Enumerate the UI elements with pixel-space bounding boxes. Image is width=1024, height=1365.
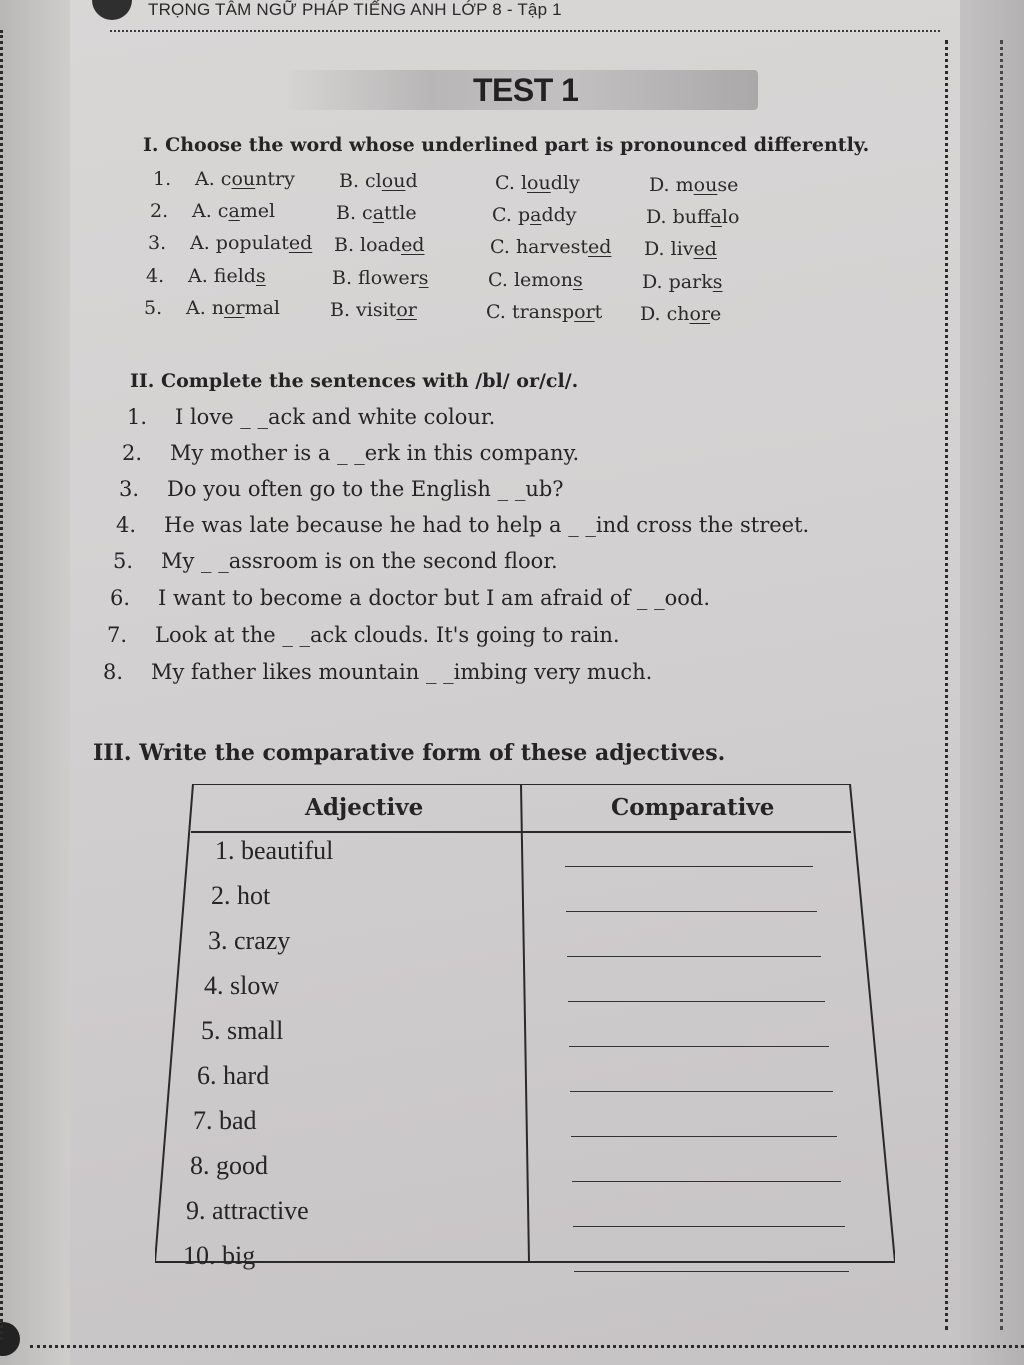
sentence-number: 5. bbox=[113, 549, 134, 573]
adjective-cell: 10. big bbox=[183, 1241, 256, 1270]
underlined-part: or bbox=[396, 299, 417, 321]
underlined-part: s bbox=[712, 271, 723, 293]
question-number: 5. bbox=[144, 297, 163, 319]
sentence-text[interactable]: I love _ _ack and white colour. bbox=[175, 405, 496, 429]
sentence-number: 6. bbox=[110, 586, 131, 610]
answer-option[interactable]: A. camel bbox=[192, 200, 276, 222]
underlined-part: or bbox=[574, 301, 595, 323]
answer-blank[interactable] bbox=[569, 1046, 829, 1047]
sentence-row bbox=[113, 549, 793, 577]
underlined-part: ou bbox=[381, 170, 406, 192]
answer-option[interactable]: A. normal bbox=[186, 297, 280, 319]
underlined-part: s bbox=[418, 267, 429, 289]
answer-blank[interactable] bbox=[571, 1136, 837, 1137]
answer-option[interactable]: B. cloud bbox=[339, 170, 418, 192]
sentence-number: 1. bbox=[127, 405, 148, 429]
sentence-number: 8. bbox=[103, 660, 124, 684]
comparative-table bbox=[155, 784, 895, 1270]
sentence-row bbox=[103, 660, 783, 688]
answer-blank[interactable] bbox=[573, 1226, 845, 1227]
answer-option[interactable]: C. paddy bbox=[492, 204, 577, 226]
adjective-cell: 8. good bbox=[190, 1151, 268, 1180]
dotted-border-right bbox=[945, 40, 948, 1330]
sentence-text[interactable]: My father likes mountain _ _imbing very much. bbox=[151, 660, 653, 684]
question-number: 2. bbox=[150, 200, 169, 222]
column-header-adjective: Adjective bbox=[305, 794, 424, 821]
column-header-comparative: Comparative bbox=[611, 794, 775, 821]
question-number: 4. bbox=[146, 265, 165, 287]
answer-option[interactable]: C. harvested bbox=[490, 236, 612, 258]
underlined-part: s bbox=[255, 265, 266, 287]
section-1-heading: I. Choose the word whose underlined part is pronounced differently. bbox=[143, 134, 870, 156]
adjective-cell: 5. small bbox=[201, 1016, 284, 1045]
underlined-part: ed bbox=[587, 236, 612, 258]
question-number: 1. bbox=[153, 168, 172, 190]
answer-blank[interactable] bbox=[572, 1181, 841, 1182]
question-row bbox=[148, 232, 768, 258]
underlined-part: s bbox=[572, 269, 583, 291]
answer-blank[interactable] bbox=[570, 1091, 833, 1092]
answer-option[interactable]: B. cattle bbox=[336, 202, 417, 224]
underlined-part: a bbox=[228, 200, 240, 222]
answer-option[interactable]: B. visitor bbox=[330, 299, 417, 321]
corner-mark bbox=[92, 0, 132, 20]
adjective-cell: 3. crazy bbox=[208, 926, 291, 955]
running-header: TRỌNG TÂM NGỮ PHÁP TIẾNG ANH LỚP 8 - Tập 1 bbox=[148, 0, 562, 19]
page-edge-left bbox=[0, 0, 70, 1365]
underlined-part: or bbox=[224, 297, 245, 319]
question-row bbox=[144, 297, 764, 323]
answer-option[interactable]: C. transport bbox=[486, 301, 603, 323]
underlined-part: ed bbox=[693, 238, 717, 260]
sentence-row bbox=[107, 623, 787, 651]
answer-blank[interactable] bbox=[574, 1271, 849, 1272]
answer-option[interactable]: A. fields bbox=[188, 265, 266, 287]
answer-option[interactable]: D. mouse bbox=[649, 174, 739, 196]
underlined-part: ou bbox=[527, 172, 551, 194]
dotted-border-left bbox=[0, 30, 7, 1340]
answer-option[interactable]: D. lived bbox=[644, 238, 717, 260]
underlined-part: ou bbox=[693, 174, 718, 196]
answer-option[interactable]: B. loaded bbox=[334, 234, 425, 256]
page-edge-right bbox=[960, 0, 1024, 1365]
test-title: TEST 1 bbox=[473, 72, 579, 108]
answer-option[interactable]: D. parks bbox=[642, 271, 723, 293]
answer-option[interactable]: C. lemons bbox=[488, 269, 583, 291]
underlined-part: a bbox=[372, 202, 385, 224]
sentence-text[interactable]: My mother is a _ _erk in this company. bbox=[170, 441, 580, 465]
underlined-part: a bbox=[710, 206, 722, 228]
sentence-text[interactable]: My _ _assroom is on the second floor. bbox=[161, 549, 558, 573]
answer-blank[interactable] bbox=[568, 1001, 825, 1002]
underlined-part: ed bbox=[288, 232, 313, 254]
sentence-number: 2. bbox=[122, 441, 143, 465]
answer-blank[interactable] bbox=[566, 911, 817, 912]
adjective-cell: 2. hot bbox=[211, 881, 271, 910]
adjective-cell: 6. hard bbox=[197, 1061, 270, 1090]
sentence-text[interactable]: Do you often go to the English _ _ub? bbox=[167, 477, 564, 501]
adjective-cell: 4. slow bbox=[204, 971, 280, 1000]
sentence-number: 3. bbox=[119, 477, 140, 501]
adjective-cell: 7. bad bbox=[193, 1106, 257, 1135]
dotted-border-right-outer bbox=[1000, 40, 1003, 1330]
section-3-heading: III. Write the comparative form of these adjectives. bbox=[93, 740, 726, 766]
sentence-row bbox=[110, 586, 790, 614]
answer-option[interactable]: A. country bbox=[195, 168, 295, 190]
dotted-border-bottom bbox=[30, 1345, 1024, 1348]
answer-option[interactable]: B. flowers bbox=[332, 267, 429, 289]
sentence-row bbox=[127, 405, 807, 433]
answer-option[interactable]: A. populated bbox=[190, 232, 313, 254]
answer-blank[interactable] bbox=[567, 956, 821, 957]
section-2-heading: II. Complete the sentences with /bl/ or/cl/. bbox=[130, 370, 579, 392]
answer-option[interactable]: C. loudly bbox=[495, 172, 580, 194]
answer-blank[interactable] bbox=[565, 866, 813, 867]
underlined-part: ou bbox=[231, 168, 256, 190]
underlined-part: a bbox=[530, 204, 542, 226]
sentence-row bbox=[116, 513, 810, 541]
sentence-text[interactable]: I want to become a doctor but I am afraid of _ _ood. bbox=[158, 586, 711, 610]
question-number: 3. bbox=[148, 232, 167, 254]
dotted-border-top bbox=[110, 30, 940, 32]
sentence-row bbox=[119, 477, 799, 505]
sentence-text[interactable]: He was late because he had to help a _ _ind cross the street. bbox=[164, 513, 810, 537]
adjective-cell: 9. attractive bbox=[186, 1196, 309, 1225]
adjective-cell: 1. beautiful bbox=[215, 836, 334, 865]
underlined-part: ed bbox=[401, 234, 425, 256]
question-row bbox=[150, 200, 770, 226]
sentence-number: 4. bbox=[116, 513, 137, 537]
sentence-number: 7. bbox=[107, 623, 128, 647]
sentence-row bbox=[122, 441, 802, 469]
answer-option[interactable]: D. chore bbox=[640, 303, 722, 325]
sentence-text[interactable]: Look at the _ _ack clouds. It's going to rain. bbox=[155, 623, 620, 647]
answer-option[interactable]: D. buffalo bbox=[646, 206, 740, 228]
question-row bbox=[153, 168, 773, 194]
question-row bbox=[146, 265, 766, 291]
underlined-part: or bbox=[689, 303, 711, 325]
